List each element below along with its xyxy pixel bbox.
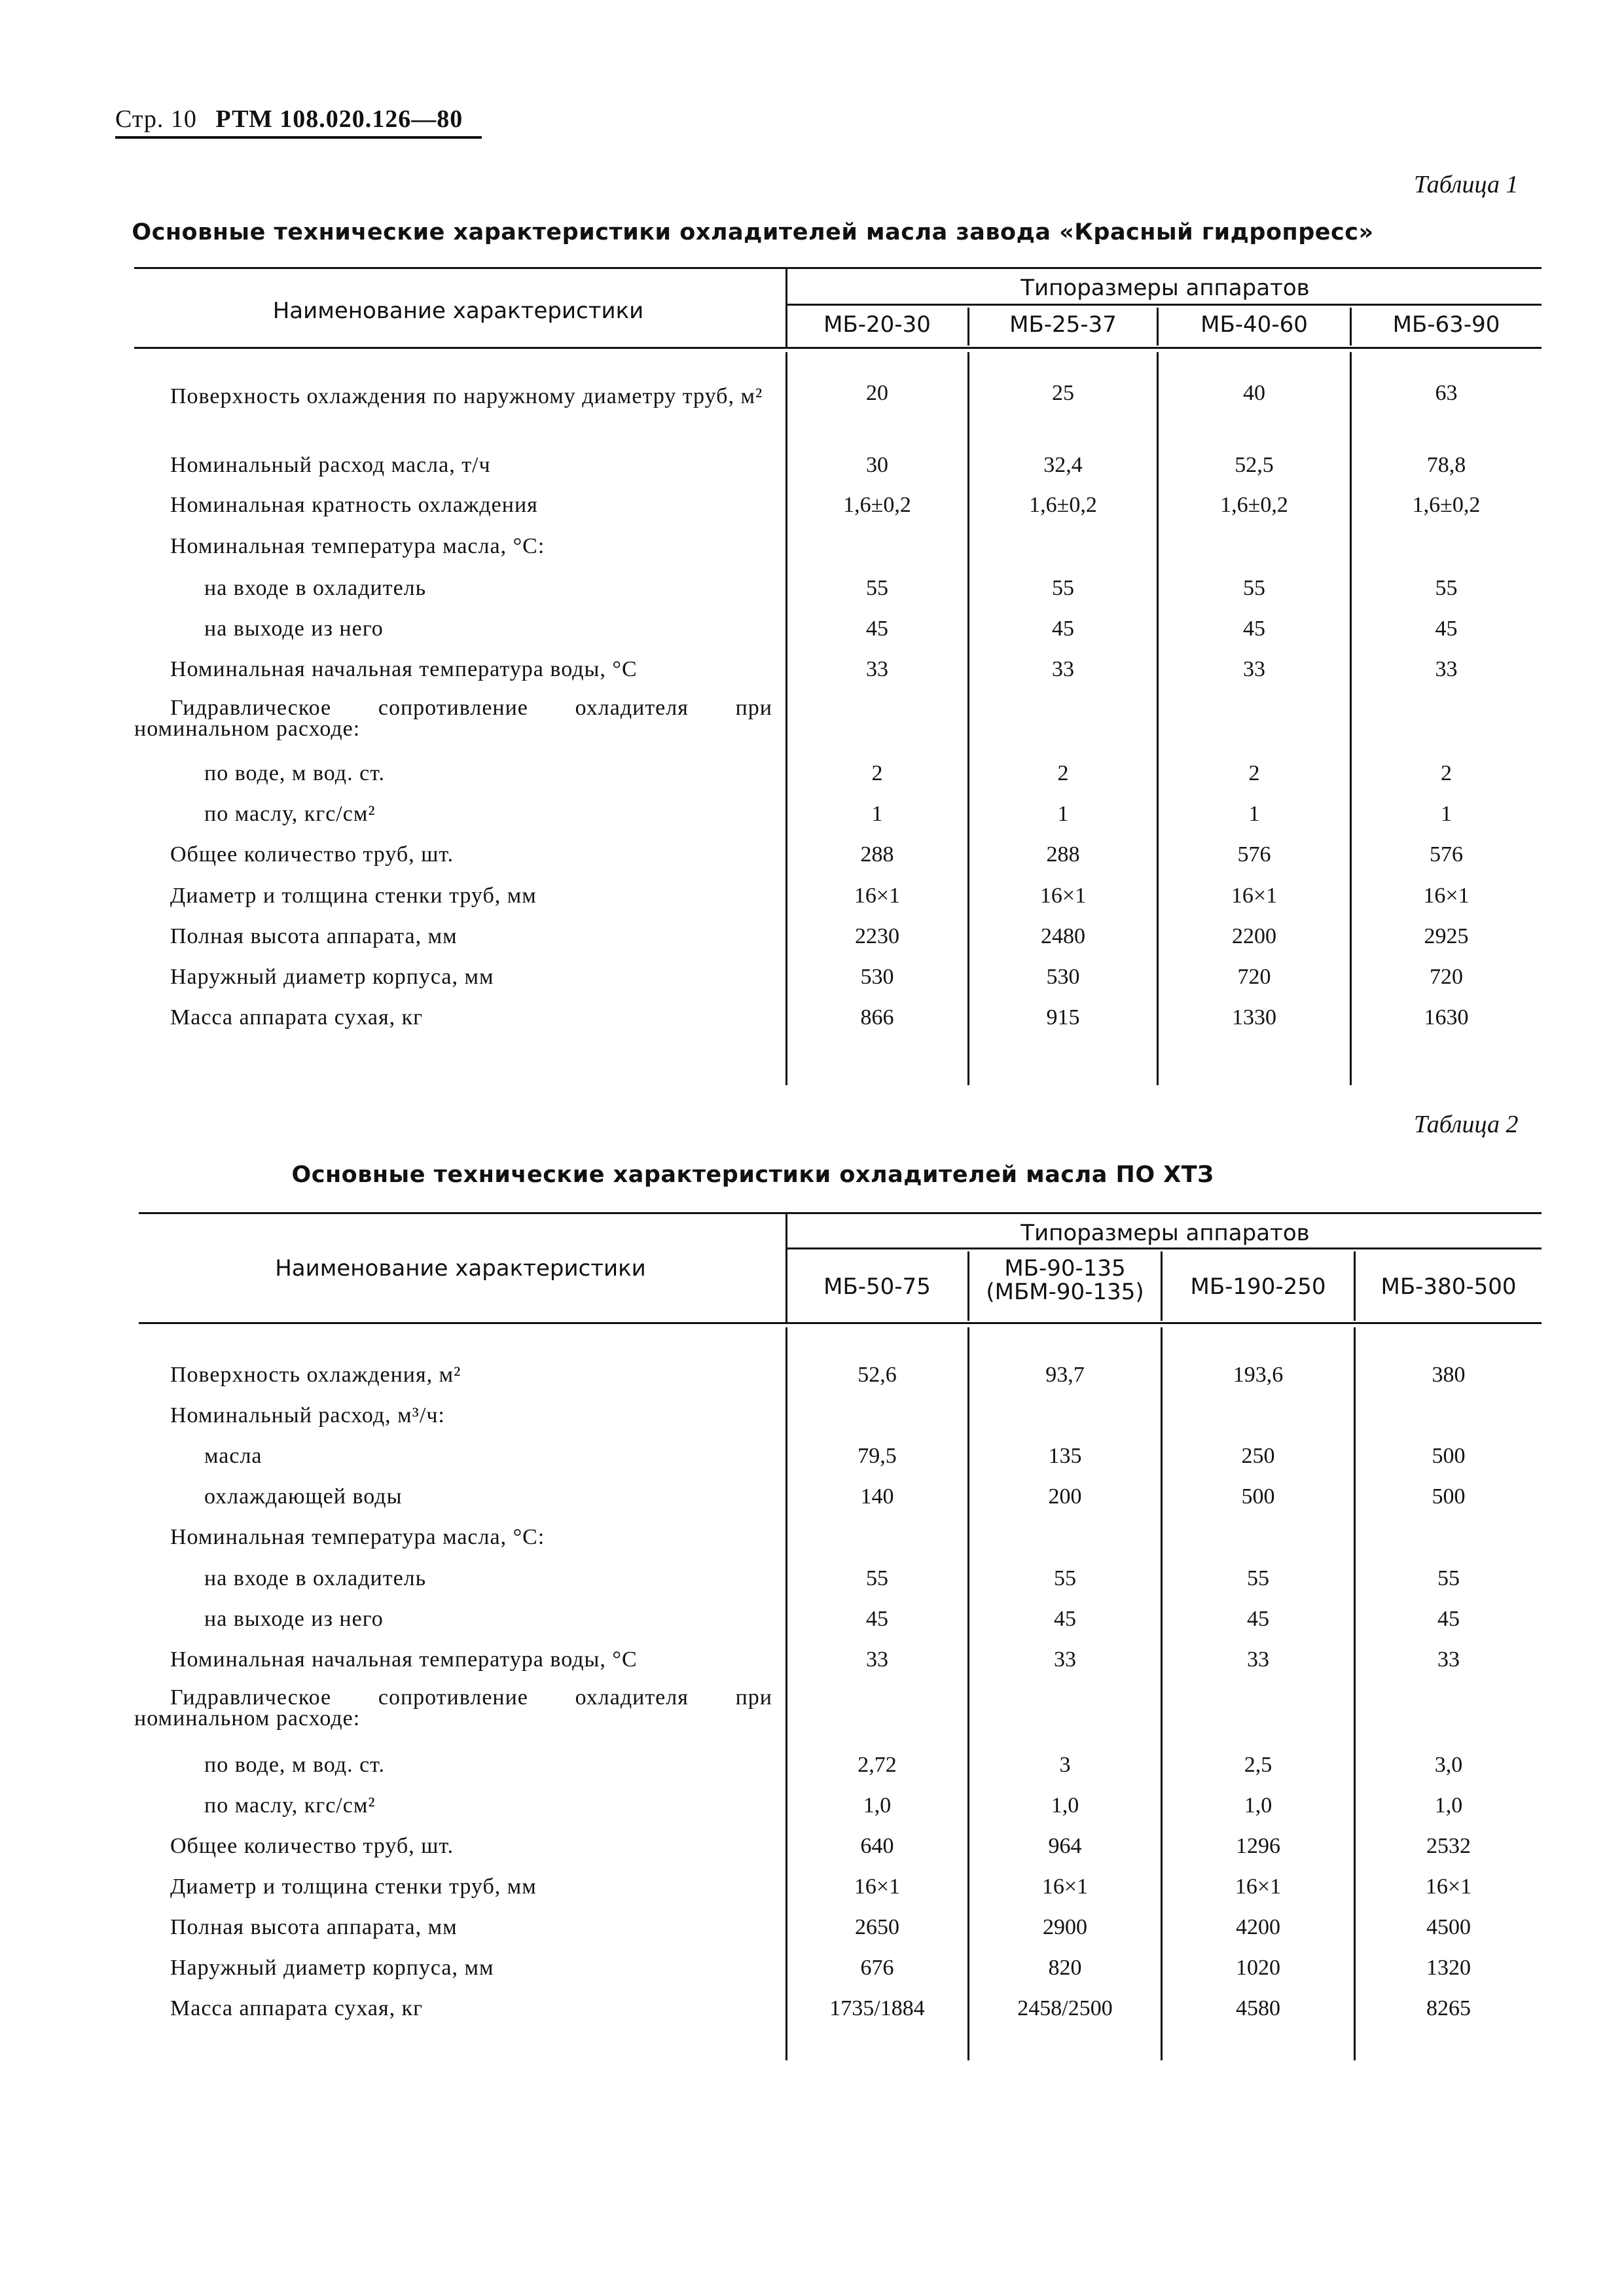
table1-name-header: Наименование характеристики bbox=[272, 298, 644, 324]
table1-label: Таблица 1 bbox=[1414, 171, 1519, 198]
table2-row-label: на выходе из него bbox=[204, 1607, 384, 1631]
table1-cell: 530 bbox=[1046, 965, 1080, 989]
table2-vrule bbox=[1354, 1327, 1356, 2060]
table1-cell: 63 bbox=[1435, 381, 1458, 405]
table1-vrule bbox=[967, 308, 969, 346]
table2-row-label: Полная высота аппарата, мм bbox=[170, 1915, 458, 1939]
table1-cell: 1 bbox=[1057, 802, 1069, 826]
table2-row-label: Масса аппарата сухая, кг bbox=[170, 1996, 424, 2020]
table2-cell: 500 bbox=[1241, 1484, 1275, 1509]
table2-vrule bbox=[1354, 1251, 1356, 1321]
table2-cell: 1296 bbox=[1236, 1834, 1280, 1858]
table1-cell: 25 bbox=[1052, 381, 1074, 405]
table2-cell: 16×1 bbox=[854, 1874, 901, 1899]
table2-cell: 380 bbox=[1432, 1363, 1466, 1387]
table2-cell: 52,6 bbox=[857, 1363, 897, 1387]
table2-cell: 4500 bbox=[1426, 1915, 1471, 1939]
table2-row-label: Номинальная температура масла, °С: bbox=[170, 1525, 545, 1549]
table2-title: Основные технические характеристики охладителей масла ПО ХТЗ bbox=[291, 1162, 1214, 1188]
table1-cell: 16×1 bbox=[1231, 884, 1278, 908]
table1-row-label: Общее количество труб, шт. bbox=[170, 842, 454, 867]
table2-cell: 55 bbox=[866, 1566, 888, 1590]
table2-row-label: Диаметр и толщина стенки труб, мм bbox=[170, 1874, 537, 1899]
table2-header-rule bbox=[139, 1322, 1542, 1324]
table2-col-header bbox=[971, 1257, 1159, 1304]
table1-header-rule bbox=[134, 347, 1542, 349]
table2-cell: 2,5 bbox=[1244, 1753, 1272, 1777]
table1-cell: 45 bbox=[1435, 617, 1458, 641]
table2-cell: 33 bbox=[1054, 1647, 1076, 1672]
table1-group-rule bbox=[785, 304, 1542, 306]
table2-vrule bbox=[967, 1327, 969, 2060]
table2-cell: 3 bbox=[1059, 1753, 1071, 1777]
table1-row-label: на входе в охладитель bbox=[204, 576, 427, 600]
table1-cell: 1 bbox=[871, 802, 883, 826]
table2-cell: 3,0 bbox=[1434, 1753, 1463, 1777]
table1-cell: 30 bbox=[866, 453, 888, 477]
table2-name-header: Наименование характеристики bbox=[275, 1255, 646, 1282]
table1-cell: 52,5 bbox=[1235, 453, 1274, 477]
table1-cell: 1330 bbox=[1232, 1005, 1276, 1030]
table2-row-label: Поверхность охлаждения, м² bbox=[170, 1363, 461, 1387]
table1-row-label: Номинальная температура масла, °С: bbox=[170, 534, 545, 558]
table1-cell: 20 bbox=[866, 381, 888, 405]
table2-cell: 135 bbox=[1048, 1444, 1082, 1468]
table2-cell: 1735/1884 bbox=[829, 1996, 925, 2020]
table2-cell: 55 bbox=[1437, 1566, 1460, 1590]
table2-col-header: МБ-380-500 bbox=[1380, 1274, 1517, 1300]
table1-vrule bbox=[1157, 308, 1159, 346]
table2-row-label: Гидравлическое сопротивление охладителя при номинальном расходе: bbox=[134, 1685, 772, 1731]
table2-col-header: МБ-190-250 bbox=[1190, 1274, 1326, 1300]
table1-row-label: Поверхность охлаждения по наружному диаметру труб, м² bbox=[170, 384, 763, 408]
table1-col-header: МБ-20-30 bbox=[823, 312, 931, 338]
table1-cell: 530 bbox=[860, 965, 894, 989]
table1-cell: 2 bbox=[1248, 761, 1260, 785]
table1-cell: 16×1 bbox=[1423, 884, 1470, 908]
table1-row-label: по маслу, кгс/см² bbox=[204, 802, 376, 826]
table1-row-label: Гидравлическое сопротивление охладителя при номинальном расходе: bbox=[134, 696, 772, 741]
table2-cell: 2900 bbox=[1043, 1915, 1087, 1939]
table1-col-header: МБ-63-90 bbox=[1392, 312, 1500, 338]
table1-row-label: Масса аппарата сухая, кг bbox=[170, 1005, 424, 1030]
table1-cell: 78,8 bbox=[1426, 453, 1466, 477]
table2-cell: 1,0 bbox=[863, 1793, 892, 1818]
table2-vrule bbox=[1161, 1251, 1163, 1321]
table2-cell: 140 bbox=[860, 1484, 894, 1509]
table2-row-label: Номинальный расход, м³/ч: bbox=[170, 1403, 445, 1427]
table2-cell: 8265 bbox=[1426, 1996, 1471, 2020]
table1-cell: 33 bbox=[1435, 657, 1458, 681]
table1-cell: 55 bbox=[866, 576, 888, 600]
table1-cell: 55 bbox=[1243, 576, 1265, 600]
table1-row-label: на выходе из него bbox=[204, 617, 384, 641]
table2-top-rule bbox=[139, 1212, 1542, 1214]
table2-vrule bbox=[785, 1327, 787, 2060]
table1-cell: 1630 bbox=[1424, 1005, 1469, 1030]
table1-cell: 288 bbox=[1046, 842, 1080, 867]
table1-cell: 16×1 bbox=[1039, 884, 1087, 908]
table1-cell: 576 bbox=[1237, 842, 1271, 867]
table1-cell: 45 bbox=[1243, 617, 1265, 641]
table2-cell: 2458/2500 bbox=[1017, 1996, 1113, 2020]
table2-cell: 79,5 bbox=[857, 1444, 897, 1468]
table1-top-rule bbox=[134, 267, 1542, 269]
table2-row-label: охлаждающей воды bbox=[204, 1484, 403, 1509]
table1-vrule bbox=[785, 352, 787, 1085]
table1-cell: 45 bbox=[1052, 617, 1074, 641]
table2-cell: 250 bbox=[1241, 1444, 1275, 1468]
table1-cell: 1,6±0,2 bbox=[843, 493, 911, 517]
table1-row-label: по воде, м вод. ст. bbox=[204, 761, 385, 785]
table1-vrule bbox=[1350, 308, 1352, 346]
table2-cell: 4580 bbox=[1236, 1996, 1280, 2020]
table2-label: Таблица 2 bbox=[1414, 1111, 1519, 1138]
table1-cell: 55 bbox=[1435, 576, 1458, 600]
table1-cell: 2 bbox=[871, 761, 883, 785]
table2-cell: 33 bbox=[1437, 1647, 1460, 1672]
table2-cell: 1,0 bbox=[1244, 1793, 1272, 1818]
table1-cell: 2925 bbox=[1424, 924, 1469, 948]
table1-cell: 2200 bbox=[1232, 924, 1276, 948]
table1-vrule bbox=[785, 267, 787, 347]
table2-row-label: масла bbox=[204, 1444, 262, 1468]
table1-vrule bbox=[1350, 352, 1352, 1085]
table1-cell: 2230 bbox=[855, 924, 899, 948]
table1-col-header: МБ-40-60 bbox=[1200, 312, 1308, 338]
table2-cell: 500 bbox=[1432, 1444, 1466, 1468]
table2-row-label: Общее количество труб, шт. bbox=[170, 1834, 454, 1858]
table2-cell: 55 bbox=[1054, 1566, 1076, 1590]
table2-vrule bbox=[1161, 1327, 1163, 2060]
table1-vrule bbox=[1157, 352, 1159, 1085]
table1-cell: 32,4 bbox=[1043, 453, 1083, 477]
table2-vrule bbox=[967, 1251, 969, 1321]
table1-cell: 33 bbox=[1052, 657, 1074, 681]
table2-cell: 193,6 bbox=[1233, 1363, 1284, 1387]
table1-cell: 2480 bbox=[1041, 924, 1085, 948]
table2-row-label: Наружный диаметр корпуса, мм bbox=[170, 1956, 494, 1980]
table2-cell: 200 bbox=[1048, 1484, 1082, 1509]
table1-cell: 40 bbox=[1243, 381, 1265, 405]
table1-cell: 16×1 bbox=[854, 884, 901, 908]
table1-cell: 1 bbox=[1248, 802, 1260, 826]
table2-cell: 1020 bbox=[1236, 1956, 1280, 1980]
table2-group-rule bbox=[785, 1247, 1542, 1249]
table1-cell: 1,6±0,2 bbox=[1029, 493, 1097, 517]
table2-cell: 16×1 bbox=[1235, 1874, 1282, 1899]
table1-col-header: МБ-25-37 bbox=[1009, 312, 1117, 338]
table1-cell: 2 bbox=[1057, 761, 1069, 785]
table2-cell: 16×1 bbox=[1425, 1874, 1472, 1899]
table2-cell: 45 bbox=[866, 1607, 888, 1631]
table2-cell: 676 bbox=[860, 1956, 894, 1980]
header-underline bbox=[115, 136, 482, 139]
table2-row-label: по воде, м вод. ст. bbox=[204, 1753, 385, 1777]
table1-cell: 915 bbox=[1046, 1005, 1080, 1030]
table1-row-label: Диаметр и толщина стенки труб, мм bbox=[170, 884, 537, 908]
table1-cell: 1 bbox=[1441, 802, 1452, 826]
table2-vrule bbox=[785, 1212, 787, 1322]
table1-cell: 288 bbox=[860, 842, 894, 867]
table2-cell: 2,72 bbox=[857, 1753, 897, 1777]
table1-row-label: Номинальная кратность охлаждения bbox=[170, 493, 538, 517]
table2-cell: 16×1 bbox=[1041, 1874, 1089, 1899]
table1-row-label: Наружный диаметр корпуса, мм bbox=[170, 965, 494, 989]
table2-group-header: Типоразмеры аппаратов bbox=[1020, 1220, 1310, 1246]
table1-cell: 55 bbox=[1052, 576, 1074, 600]
table2-cell: 33 bbox=[866, 1647, 888, 1672]
table2-cell: 500 bbox=[1432, 1484, 1466, 1509]
table2-cell: 93,7 bbox=[1045, 1363, 1085, 1387]
table1-cell: 45 bbox=[866, 617, 888, 641]
table1-vrule bbox=[967, 352, 969, 1085]
table2-col-header: МБ-50-75 bbox=[823, 1274, 931, 1300]
table2-cell: 2650 bbox=[855, 1915, 899, 1939]
table2-cell: 1320 bbox=[1426, 1956, 1471, 1980]
table2-col-header-sub: (МБМ-90-135) bbox=[986, 1279, 1144, 1305]
table1-cell: 720 bbox=[1237, 965, 1271, 989]
table2-cell: 4200 bbox=[1236, 1915, 1280, 1939]
table1-row-label: Номинальная начальная температура воды, °С bbox=[170, 657, 638, 681]
table2-cell: 55 bbox=[1247, 1566, 1269, 1590]
table2-col-header-main: МБ-90-135 bbox=[1004, 1255, 1126, 1282]
table2-row-label: Номинальная начальная температура воды, °С bbox=[170, 1647, 638, 1672]
table1-group-header: Типоразмеры аппаратов bbox=[1020, 275, 1310, 301]
table2-cell: 45 bbox=[1437, 1607, 1460, 1631]
table1-cell: 1,6±0,2 bbox=[1412, 493, 1481, 517]
table1-cell: 720 bbox=[1430, 965, 1463, 989]
table1-cell: 1,6±0,2 bbox=[1220, 493, 1288, 517]
table2-row-label: по маслу, кгс/см² bbox=[204, 1793, 376, 1818]
table2-cell: 45 bbox=[1054, 1607, 1076, 1631]
table2-cell: 820 bbox=[1048, 1956, 1082, 1980]
table1-title: Основные технические характеристики охладителей масла завода «Красный гидропресс» bbox=[132, 219, 1374, 245]
table1-cell: 33 bbox=[1243, 657, 1265, 681]
table2-cell: 2532 bbox=[1426, 1834, 1471, 1858]
table1-cell: 576 bbox=[1430, 842, 1463, 867]
table1-cell: 866 bbox=[860, 1005, 894, 1030]
table2-row-label: на входе в охладитель bbox=[204, 1566, 427, 1590]
table2-cell: 1,0 bbox=[1051, 1793, 1079, 1818]
table1-cell: 2 bbox=[1441, 761, 1452, 785]
table2-cell: 640 bbox=[860, 1834, 894, 1858]
table2-cell: 1,0 bbox=[1434, 1793, 1463, 1818]
page-header bbox=[115, 105, 463, 134]
document-code: РТМ 108.020.126—80 bbox=[215, 105, 463, 133]
table2-cell: 33 bbox=[1247, 1647, 1269, 1672]
table2-cell: 964 bbox=[1048, 1834, 1082, 1858]
table1-row-label: Полная высота аппарата, мм bbox=[170, 924, 458, 948]
table2-cell: 45 bbox=[1247, 1607, 1269, 1631]
page-number: Стр. 10 bbox=[115, 105, 197, 133]
table1-row-label: Номинальный расход масла, т/ч bbox=[170, 453, 491, 477]
table1-cell: 33 bbox=[866, 657, 888, 681]
